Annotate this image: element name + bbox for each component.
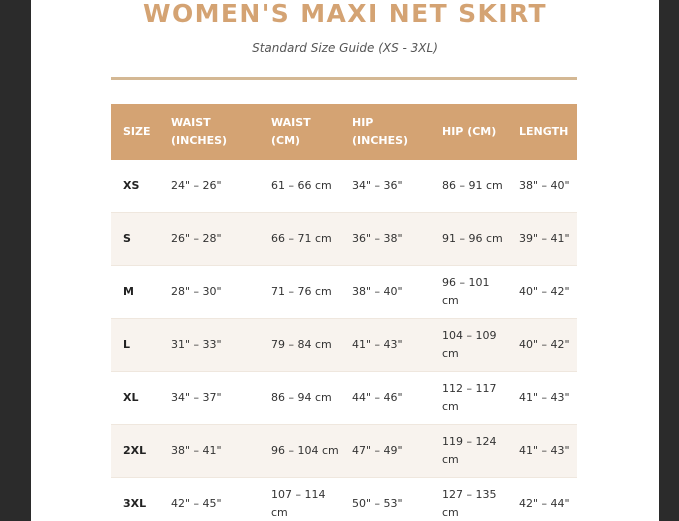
cell-waist-cm: 66 – 71 cm (259, 213, 340, 266)
cell-length: 38" – 40" (507, 160, 577, 213)
table-row (111, 160, 577, 213)
cell-length: 41" – 43" (507, 425, 577, 478)
header-length: LENGTH (507, 104, 577, 160)
title-divider (111, 77, 577, 80)
table-row (111, 478, 577, 521)
cell-waist-inches: 34" – 37" (159, 372, 259, 425)
cell-hip-cm: 104 – 109 cm (430, 319, 507, 372)
cell-waist-inches: 24" – 26" (159, 160, 259, 213)
page-subtitle: Standard Size Guide (XS - 3XL) (252, 41, 438, 55)
size-guide-page (31, 0, 659, 521)
cell-size: XS (111, 160, 159, 213)
cell-length: 40" – 42" (507, 266, 577, 319)
cell-length: 39" – 41" (507, 213, 577, 266)
cell-waist-cm: 96 – 104 cm (259, 425, 340, 478)
header-hip-inches: HIP (INCHES) (340, 104, 430, 160)
table-row (111, 319, 577, 372)
header-hip-cm: HIP (CM) (430, 104, 507, 160)
table-row (111, 425, 577, 478)
cell-size: 3XL (111, 478, 159, 521)
cell-waist-inches: 31" – 33" (159, 319, 259, 372)
cell-size: XL (111, 372, 159, 425)
cell-hip-cm: 91 – 96 cm (430, 213, 507, 266)
cell-hip-cm: 127 – 135 cm (430, 478, 507, 521)
cell-hip-cm: 86 – 91 cm (430, 160, 507, 213)
cell-waist-inches: 28" – 30" (159, 266, 259, 319)
page-title: WOMEN'S MAXI NET SKIRT (143, 0, 547, 28)
cell-hip-cm: 96 – 101 cm (430, 266, 507, 319)
table-row (111, 266, 577, 319)
header-size: SIZE (111, 104, 159, 160)
cell-waist-inches: 38" – 41" (159, 425, 259, 478)
cell-hip-inches: 41" – 43" (340, 319, 430, 372)
cell-hip-cm: 119 – 124 cm (430, 425, 507, 478)
cell-size: 2XL (111, 425, 159, 478)
cell-hip-inches: 47" – 49" (340, 425, 430, 478)
cell-waist-cm: 61 – 66 cm (259, 160, 340, 213)
cell-hip-inches: 50" – 53" (340, 478, 430, 521)
table-row (111, 213, 577, 266)
cell-length: 42" – 44" (507, 478, 577, 521)
cell-hip-inches: 36" – 38" (340, 213, 430, 266)
header-waist-inches: WAIST (INCHES) (159, 104, 259, 160)
cell-waist-cm: 79 – 84 cm (259, 319, 340, 372)
cell-size: M (111, 266, 159, 319)
cell-size: L (111, 319, 159, 372)
cell-waist-cm: 107 – 114 cm (259, 478, 340, 521)
cell-hip-inches: 38" – 40" (340, 266, 430, 319)
cell-length: 40" – 42" (507, 319, 577, 372)
header-waist-cm: WAIST (CM) (259, 104, 340, 160)
cell-hip-inches: 44" – 46" (340, 372, 430, 425)
size-table (111, 104, 577, 521)
cell-waist-inches: 42" – 45" (159, 478, 259, 521)
table-header-row (111, 104, 577, 160)
cell-hip-inches: 34" – 36" (340, 160, 430, 213)
cell-size: S (111, 213, 159, 266)
table-row (111, 372, 577, 425)
cell-hip-cm: 112 – 117 cm (430, 372, 507, 425)
cell-waist-cm: 71 – 76 cm (259, 266, 340, 319)
cell-waist-cm: 86 – 94 cm (259, 372, 340, 425)
cell-waist-inches: 26" – 28" (159, 213, 259, 266)
cell-length: 41" – 43" (507, 372, 577, 425)
